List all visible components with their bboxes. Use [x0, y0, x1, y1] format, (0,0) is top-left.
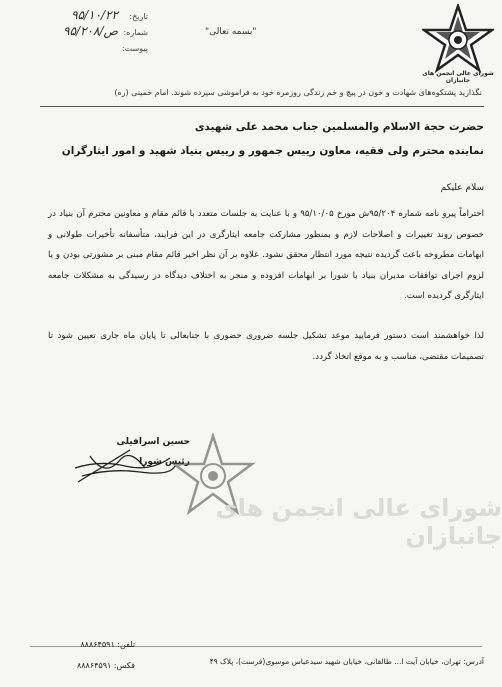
- meta-number-value: ۹۵/۲۰۸/ص: [63, 24, 118, 38]
- fax-row: [40, 661, 135, 682]
- footer-address: آدرس: تهران، خیابان آیت ا... طالقانی، خیابان شهید سیدعباس موسوی(فرست)، پلاک ۴۹: [209, 657, 484, 666]
- addressee-line-2: نماینده محترم ولی فقیه، معاون رییس جمهور و رییس بنیاد شهید و امور ایثارگران: [61, 145, 484, 157]
- logo-caption: شورای عالی انجمن های جانبازان: [422, 70, 494, 84]
- letter-meta: [30, 10, 148, 58]
- meta-attachment-row: [30, 42, 148, 58]
- header-quote: نگذارید پشتکوه‌های شهادت و خون در پیچ و خم زندگی روزمره خود به فراموشی سپرده شوند. امام خمینی (ره): [114, 88, 482, 97]
- fax-value: ۸۸۸۶۴۵۹۱: [76, 661, 112, 670]
- meta-number-row: [30, 26, 148, 42]
- meta-attachment-label: پیوست:: [121, 44, 148, 53]
- fax-label: فکس:: [113, 661, 135, 670]
- addressee-line-1: حضرت حجة الاسلام والمسلمین جناب محمد علی شهیدی: [194, 121, 484, 133]
- basmala: "بسمه تعالی": [205, 27, 257, 37]
- body-paragraph-2: لذا خواهشمند است دستور فرمایید موعد تشکیل جلسه ضروری حضوری با جنابعالی تا پایان ماه جاری تعیین شود تا تصمیمات مقتضی، مناسب و به موقع اتخاذ گردد.: [48, 331, 484, 362]
- phone-row: [40, 640, 135, 661]
- meta-date-value: ۹۵/۱۰/۲۲: [71, 8, 118, 22]
- header-divider: [40, 106, 484, 107]
- greeting: سلام علیکم: [440, 183, 484, 193]
- body-paragraph-1: احتراماً پیرو نامه شماره ۹۵/۲۰۴ش مورخ ۹۵/۱۰/۰۵ و با عنایت به جلسات متعدد با قائم مقام و معاونین محترم آن بنیاد در خصوص روند تغییرات و اصلاحات لازم و بمنظور مشارکت جامعه ایثارگری در این فرایند، متأسفانه تأخیرات طولانی و ابهامات مطروحه باعث گردیده نتیجه مورد انتظار محقق نشود. علاوه بر آن نظر اخیر قائم مقام مبنی بر مشورتی بودن و یا لزوم اجرای توافقات مدیران بنیاد با شورا بر ابهامات افزوده و منجر به اختلاف دیدگاه در رسیدگی به مشکلات جامعه ایثارگری گردیده است.: [48, 209, 484, 301]
- phone-label: تلفن:: [117, 640, 135, 649]
- footer-contacts: [40, 640, 135, 682]
- signer-title: رئیس شورا: [139, 457, 190, 467]
- meta-date-label: تاریخ:: [129, 12, 148, 21]
- meta-number-label: شماره:: [123, 28, 148, 37]
- signer-name: حسین اسرافیلی: [116, 437, 190, 447]
- watermark: شورای عالی انجمن های جانبازان: [215, 494, 502, 550]
- phone-value: ۸۸۸۶۴۵۹۱: [80, 640, 115, 649]
